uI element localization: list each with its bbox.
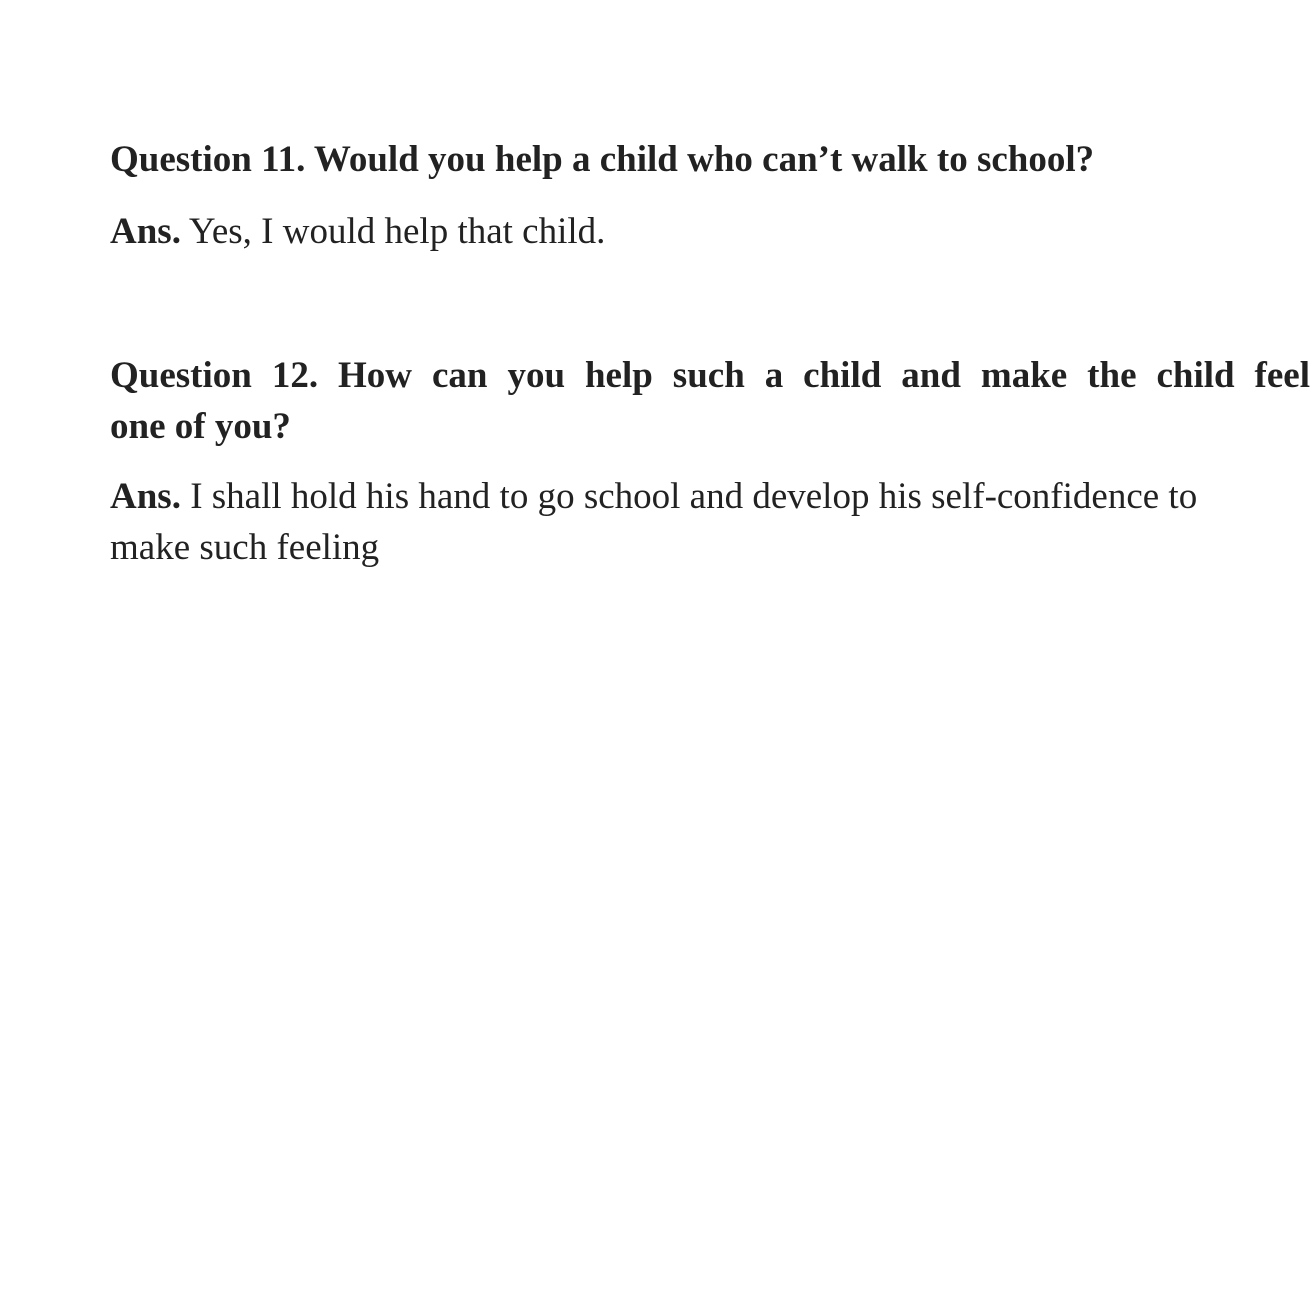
question-12-text-line-2: one of you? (110, 406, 291, 447)
answer-11 (110, 210, 605, 254)
question-11-text: Question 11. Would you help a child who can’t walk to school? (110, 139, 1095, 180)
answer-label: Ans. (110, 211, 181, 252)
answer-12-line-1 (110, 475, 1197, 519)
answer-12-text: I shall hold his hand to go school and develop his self-confidence to (180, 476, 1198, 517)
answer-11-text: Yes, I would help that child. (180, 211, 606, 252)
answer-label: Ans. (110, 476, 181, 517)
answer-12-line-2: make such feeling (110, 527, 380, 568)
question-12-text-line-1: Question 12. How can you help such a child and make the child feel (110, 355, 1310, 396)
